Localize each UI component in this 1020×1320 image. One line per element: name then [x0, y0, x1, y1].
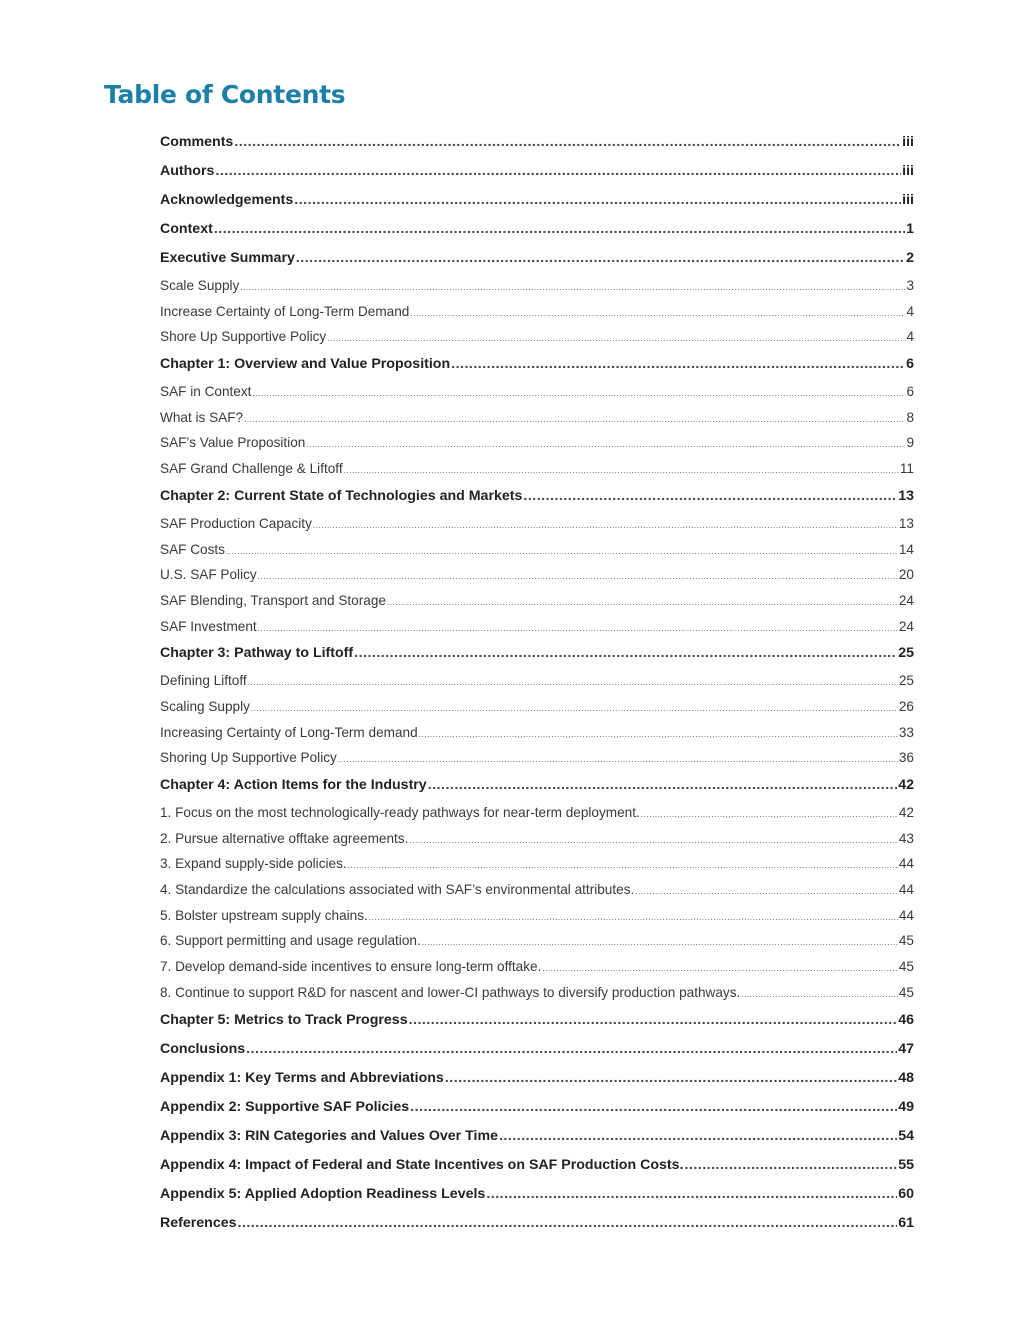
- toc-entry[interactable]: [160, 720, 914, 746]
- toc-entry-page-number: 54: [898, 1127, 914, 1144]
- dot-leader: [246, 1035, 897, 1064]
- dot-leader: [296, 244, 905, 273]
- dot-leader: [294, 186, 901, 215]
- toc-entry-page-number: 25: [898, 673, 914, 689]
- toc-entry[interactable]: [160, 157, 914, 186]
- dot-leader: [226, 537, 898, 563]
- dot-leader: [387, 588, 898, 614]
- toc-entry-label: SAF in Context: [160, 384, 252, 400]
- dot-leader: [523, 482, 897, 511]
- dot-leader: [244, 405, 905, 431]
- dot-leader: [338, 745, 898, 771]
- dot-leader: [240, 273, 905, 299]
- toc-entry-page-number: 60: [898, 1185, 914, 1202]
- toc-entry[interactable]: [160, 800, 914, 826]
- toc-entry-page-number: 45: [898, 984, 914, 1000]
- toc-entry-label: Acknowledgements: [160, 192, 294, 208]
- dot-leader: [252, 379, 905, 405]
- toc-entry-label: Appendix 2: Supportive SAF Policies: [160, 1098, 410, 1115]
- toc-entry[interactable]: [160, 1006, 914, 1035]
- toc-entry-label: 8. Continue to support R&D for nascent and lower-CI pathways to diversify production pathways.: [160, 984, 741, 1000]
- toc-entry[interactable]: [160, 1180, 914, 1209]
- toc-entry[interactable]: [160, 562, 914, 588]
- toc-entry-label: Executive Summary: [160, 250, 295, 266]
- toc-entry-label: Increase Certainty of Long-Term Demand: [160, 303, 410, 319]
- toc-entry-label: Appendix 3: RIN Categories and Values Over Time: [160, 1127, 498, 1144]
- toc-entry[interactable]: [160, 639, 914, 668]
- toc-entry-page-number: 43: [898, 830, 914, 846]
- toc-entry-label: 5. Bolster upstream supply chains.: [160, 907, 368, 923]
- toc-entry-page-number: 3: [906, 278, 914, 293]
- dot-leader: [369, 903, 898, 929]
- toc-entry-label: Chapter 5: Metrics to Track Progress: [160, 1011, 408, 1028]
- dot-leader: [344, 456, 899, 482]
- toc-entry[interactable]: [160, 903, 914, 929]
- toc-entry-page-number: 45: [898, 959, 914, 975]
- toc-entry-label: SAF Production Capacity: [160, 515, 312, 531]
- dot-leader: [327, 324, 905, 350]
- page-title: Table of Contents: [104, 80, 346, 109]
- toc-entry-page-number: 25: [898, 645, 914, 662]
- toc-entry-label: 4. Standardize the calculations associated with SAF’s environmental attributes.: [160, 882, 635, 898]
- toc-entry-page-number: 1: [906, 221, 914, 237]
- toc-entry[interactable]: [160, 745, 914, 771]
- dot-leader: [258, 562, 898, 588]
- dot-leader: [214, 215, 905, 244]
- dot-leader: [486, 1180, 897, 1209]
- dot-leader: [348, 851, 898, 877]
- toc-entry-label: Comments: [160, 134, 234, 150]
- toc-entry-page-number: 14: [898, 541, 914, 557]
- toc-entry-label: Chapter 4: Action Items for the Industry: [160, 777, 427, 793]
- toc-entry[interactable]: [160, 511, 914, 537]
- toc-entry-label: Context: [160, 221, 213, 237]
- toc-entry-label: Defining Liftoff: [160, 673, 247, 689]
- toc-entry[interactable]: [160, 379, 914, 405]
- toc-entry-label: Shore Up Supportive Policy: [160, 329, 327, 345]
- toc-entry[interactable]: [160, 299, 914, 325]
- toc-entry-page-number: 9: [906, 435, 914, 451]
- toc-entry-label: Appendix 4: Impact of Federal and State Incentives on SAF Production Costs.: [160, 1156, 684, 1173]
- toc-entry[interactable]: [160, 614, 914, 640]
- toc-entry-page-number: 36: [898, 750, 914, 766]
- toc-entry[interactable]: [160, 954, 914, 980]
- toc-entry-page-number: 24: [898, 592, 914, 608]
- toc-entry-label: 7. Develop demand-side incentives to ensure long-term offtake.: [160, 959, 542, 975]
- toc-entry[interactable]: [160, 1151, 914, 1180]
- dot-leader: [248, 668, 898, 694]
- toc-entry-label: SAF’s Value Proposition: [160, 435, 306, 451]
- toc-entry-label: U.S. SAF Policy: [160, 567, 257, 583]
- toc-entry-label: Scaling Supply: [160, 698, 250, 714]
- toc-entry[interactable]: [160, 1093, 914, 1122]
- dot-leader: [635, 877, 898, 903]
- toc-entry[interactable]: [160, 980, 914, 1006]
- toc-entry[interactable]: [160, 877, 914, 903]
- dot-leader: [499, 1122, 897, 1151]
- toc-entry-page-number: 55: [898, 1156, 914, 1173]
- dot-leader: [641, 800, 898, 826]
- dot-leader: [313, 511, 898, 537]
- toc-entry-page-number: 24: [898, 618, 914, 634]
- dot-leader: [542, 954, 898, 980]
- toc-entry-page-number: 42: [898, 805, 914, 820]
- toc-entry-label: Chapter 2: Current State of Technologies and Markets: [160, 487, 523, 504]
- toc-entry-page-number: 48: [898, 1069, 914, 1086]
- dot-leader: [354, 639, 897, 668]
- toc-entry-page-number: 44: [898, 882, 914, 898]
- toc-entry-page-number: 20: [898, 567, 914, 583]
- toc-entry[interactable]: [160, 482, 914, 511]
- toc-entry[interactable]: [160, 1209, 914, 1238]
- dot-leader: [445, 1064, 897, 1093]
- toc-entry-page-number: 42: [898, 777, 914, 793]
- toc-entry[interactable]: [160, 928, 914, 954]
- table-of-contents: [160, 128, 914, 1238]
- toc-entry[interactable]: [160, 350, 914, 379]
- toc-entry-label: Shoring Up Supportive Policy: [160, 750, 337, 766]
- toc-entry[interactable]: [160, 1035, 914, 1064]
- toc-entry-label: 1. Focus on the most technologically-ready pathways for near-term deployment.: [160, 805, 640, 820]
- dot-leader: [428, 771, 898, 800]
- toc-entry-page-number: 44: [898, 907, 914, 923]
- toc-entry-page-number: 61: [898, 1214, 914, 1231]
- toc-entry-page-number: 4: [906, 329, 914, 345]
- dot-leader: [422, 928, 898, 954]
- dot-leader: [684, 1151, 897, 1180]
- toc-entry[interactable]: [160, 215, 914, 244]
- dot-leader: [410, 1093, 897, 1122]
- toc-entry-label: References: [160, 1214, 237, 1231]
- toc-entry[interactable]: [160, 430, 914, 456]
- toc-entry-page-number: 33: [898, 724, 914, 740]
- toc-entry[interactable]: [160, 244, 914, 273]
- toc-entry-page-number: 13: [898, 487, 914, 504]
- toc-entry[interactable]: [160, 128, 914, 157]
- dot-leader: [409, 1006, 898, 1035]
- toc-entry[interactable]: [160, 588, 914, 614]
- toc-entry-label: Chapter 1: Overview and Value Proposition: [160, 356, 451, 373]
- dot-leader: [419, 720, 898, 746]
- toc-entry[interactable]: [160, 1122, 914, 1151]
- toc-entry[interactable]: [160, 405, 914, 431]
- toc-entry-page-number: 13: [898, 515, 914, 531]
- toc-entry-page-number: 49: [898, 1098, 914, 1115]
- dot-leader: [258, 614, 898, 640]
- toc-entry[interactable]: [160, 324, 914, 350]
- toc-entry-page-number: 44: [898, 856, 914, 872]
- toc-entry-page-number: 8: [906, 409, 914, 425]
- toc-entry-label: Appendix 5: Applied Adoption Readiness Levels: [160, 1185, 486, 1202]
- toc-entry-page-number: 47: [898, 1040, 914, 1057]
- toc-entry[interactable]: [160, 851, 914, 877]
- toc-entry[interactable]: [160, 273, 914, 299]
- toc-entry-label: Conclusions: [160, 1040, 246, 1057]
- toc-entry-label: Increasing Certainty of Long-Term demand: [160, 724, 418, 740]
- toc-entry-label: SAF Investment: [160, 618, 257, 634]
- toc-entry-label: SAF Blending, Transport and Storage: [160, 592, 386, 608]
- toc-entry[interactable]: [160, 537, 914, 563]
- dot-leader: [234, 128, 901, 157]
- dot-leader: [306, 430, 905, 456]
- toc-entry-page-number: iii: [902, 192, 914, 208]
- dot-leader: [238, 1209, 898, 1238]
- toc-entry[interactable]: [160, 456, 914, 482]
- toc-entry-label: SAF Grand Challenge & Liftoff: [160, 461, 343, 477]
- toc-entry-page-number: 26: [898, 698, 914, 714]
- toc-entry-label: What is SAF?: [160, 409, 244, 425]
- toc-entry[interactable]: [160, 668, 914, 694]
- toc-entry[interactable]: [160, 694, 914, 720]
- toc-entry-page-number: iii: [902, 134, 914, 150]
- toc-entry-page-number: iii: [902, 163, 914, 179]
- toc-entry[interactable]: [160, 1064, 914, 1093]
- toc-entry-label: Chapter 3: Pathway to Liftoff: [160, 645, 354, 662]
- toc-entry-page-number: 46: [898, 1011, 914, 1028]
- toc-entry[interactable]: [160, 771, 914, 800]
- toc-entry[interactable]: [160, 826, 914, 852]
- toc-entry-page-number: 45: [898, 933, 914, 949]
- dot-leader: [409, 826, 898, 852]
- toc-entry-page-number: 6: [906, 356, 914, 373]
- toc-entry-label: Authors: [160, 163, 215, 179]
- toc-entry-label: Scale Supply: [160, 278, 240, 293]
- dot-leader: [410, 299, 905, 325]
- toc-entry[interactable]: [160, 186, 914, 215]
- toc-entry-label: Appendix 1: Key Terms and Abbreviations: [160, 1069, 444, 1086]
- toc-entry-page-number: 4: [906, 303, 914, 319]
- dot-leader: [251, 694, 898, 720]
- toc-entry-page-number: 2: [906, 250, 914, 266]
- dot-leader: [215, 157, 901, 186]
- dot-leader: [451, 350, 905, 379]
- dot-leader: [741, 980, 898, 1006]
- toc-entry-label: 3. Expand supply-side policies.: [160, 856, 347, 872]
- toc-entry-page-number: 6: [906, 384, 914, 400]
- toc-entry-label: 6. Support permitting and usage regulation.: [160, 933, 421, 949]
- toc-entry-page-number: 11: [899, 461, 914, 477]
- toc-entry-label: SAF Costs: [160, 541, 225, 557]
- toc-entry-label: 2. Pursue alternative offtake agreements.: [160, 830, 409, 846]
